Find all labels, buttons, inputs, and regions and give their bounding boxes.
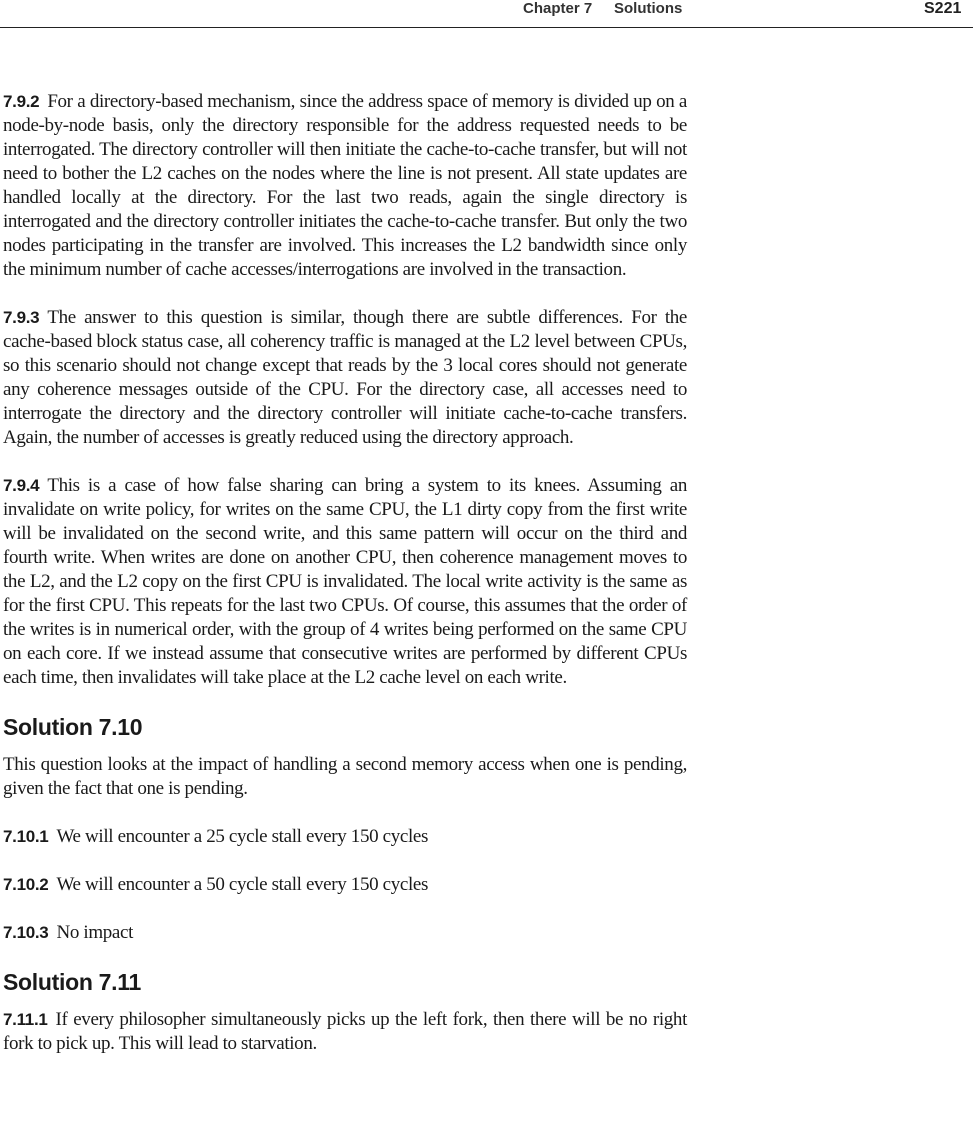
paragraph-text: For a directory-based mechanism, since the address space of memory is divided up on a node-by-node basis, only the directory responsible for the address requested needs to be interrogated. The directory controller will then initiate the cache-to-cache transfer, but will not need to bother the L2 caches on the nodes where the line is not present. All state updates are handled locally at the directory. For the last two reads, again the single directory is interrogated and the directory controller initiates the cache-to-cache transfer. But only the two nodes participating in the transfer are involved. This increases the L2 bandwidth since only the minimum number of cache accesses/interrogations are involved in the transaction.	[3, 91, 687, 280]
paragraph-7-9-3	[3, 306, 687, 450]
header-chapter: Chapter 7	[523, 0, 593, 17]
answer-text: We will encounter a 50 cycle stall every 150 cycles	[56, 874, 429, 895]
answer-text: We will encounter a 25 cycle stall every 150 cycles	[56, 826, 429, 847]
paragraph-text: The answer to this question is similar, though there are subtle differences. For the cache-based block status case, all coherency traffic is managed at the L2 level between CPUs, so this scenario should not change except that reads by the 3 local cores should not generate any coherence messages outside of the CPU. For the directory case, all accesses need to interrogate the directory and the directory controller will initiate cache-to-cache transfers. Again, the number of accesses is greatly reduced using the directory approach.	[3, 307, 687, 448]
answer-7-10-3	[3, 921, 687, 945]
paragraph-text: This is a case of how false sharing can bring a system to its knees. Assuming an invalidate on write policy, for writes on the same CPU, the L1 dirty copy from the first write will be invalidated on the second write, and this same pattern will occur on the third and fourth write. When writes are done on another CPU, then coherence management moves to the L2, and the L2 copy on the first CPU is invalidated. The local write activity is the same as for the first CPU. This repeats for the last two CPUs. Of course, this assumes that the order of the writes is in numerical order, with the group of 4 writes being performed on the same CPU on each core. If we instead assume that consecutive writes are performed by different CPUs each time, then invalidates will take place at the L2 cache level on each write.	[3, 475, 687, 688]
paragraph-7-9-2	[3, 90, 687, 282]
page-number: S221	[924, 0, 962, 17]
paragraph-7-9-4	[3, 474, 687, 690]
item-number: 7.10.1	[3, 827, 49, 846]
item-number: 7.9.4	[3, 476, 40, 495]
answer-7-10-2	[3, 873, 687, 897]
answer-7-10-1	[3, 825, 687, 849]
answer-text: If every philosopher simultaneously picks up the left fork, then there will be no right fork to pick up. This will lead to starvation.	[3, 1009, 687, 1054]
item-number: 7.9.3	[3, 308, 40, 327]
section-heading-7-11: Solution 7.11	[3, 969, 141, 995]
header-title: Solutions	[614, 0, 683, 17]
item-number: 7.11.1	[3, 1010, 48, 1029]
answer-7-11-1	[3, 1008, 687, 1056]
section-heading-7-10: Solution 7.10	[3, 714, 143, 740]
answer-text: No impact	[56, 922, 133, 943]
section-intro-7-10: This question looks at the impact of handling a second memory access when one is pending, given the fact that one is pending.	[3, 754, 687, 799]
item-number: 7.9.2	[3, 92, 40, 111]
item-number: 7.10.2	[3, 875, 49, 894]
item-number: 7.10.3	[3, 923, 49, 942]
body-column	[3, 90, 687, 1080]
running-header	[0, 0, 973, 28]
